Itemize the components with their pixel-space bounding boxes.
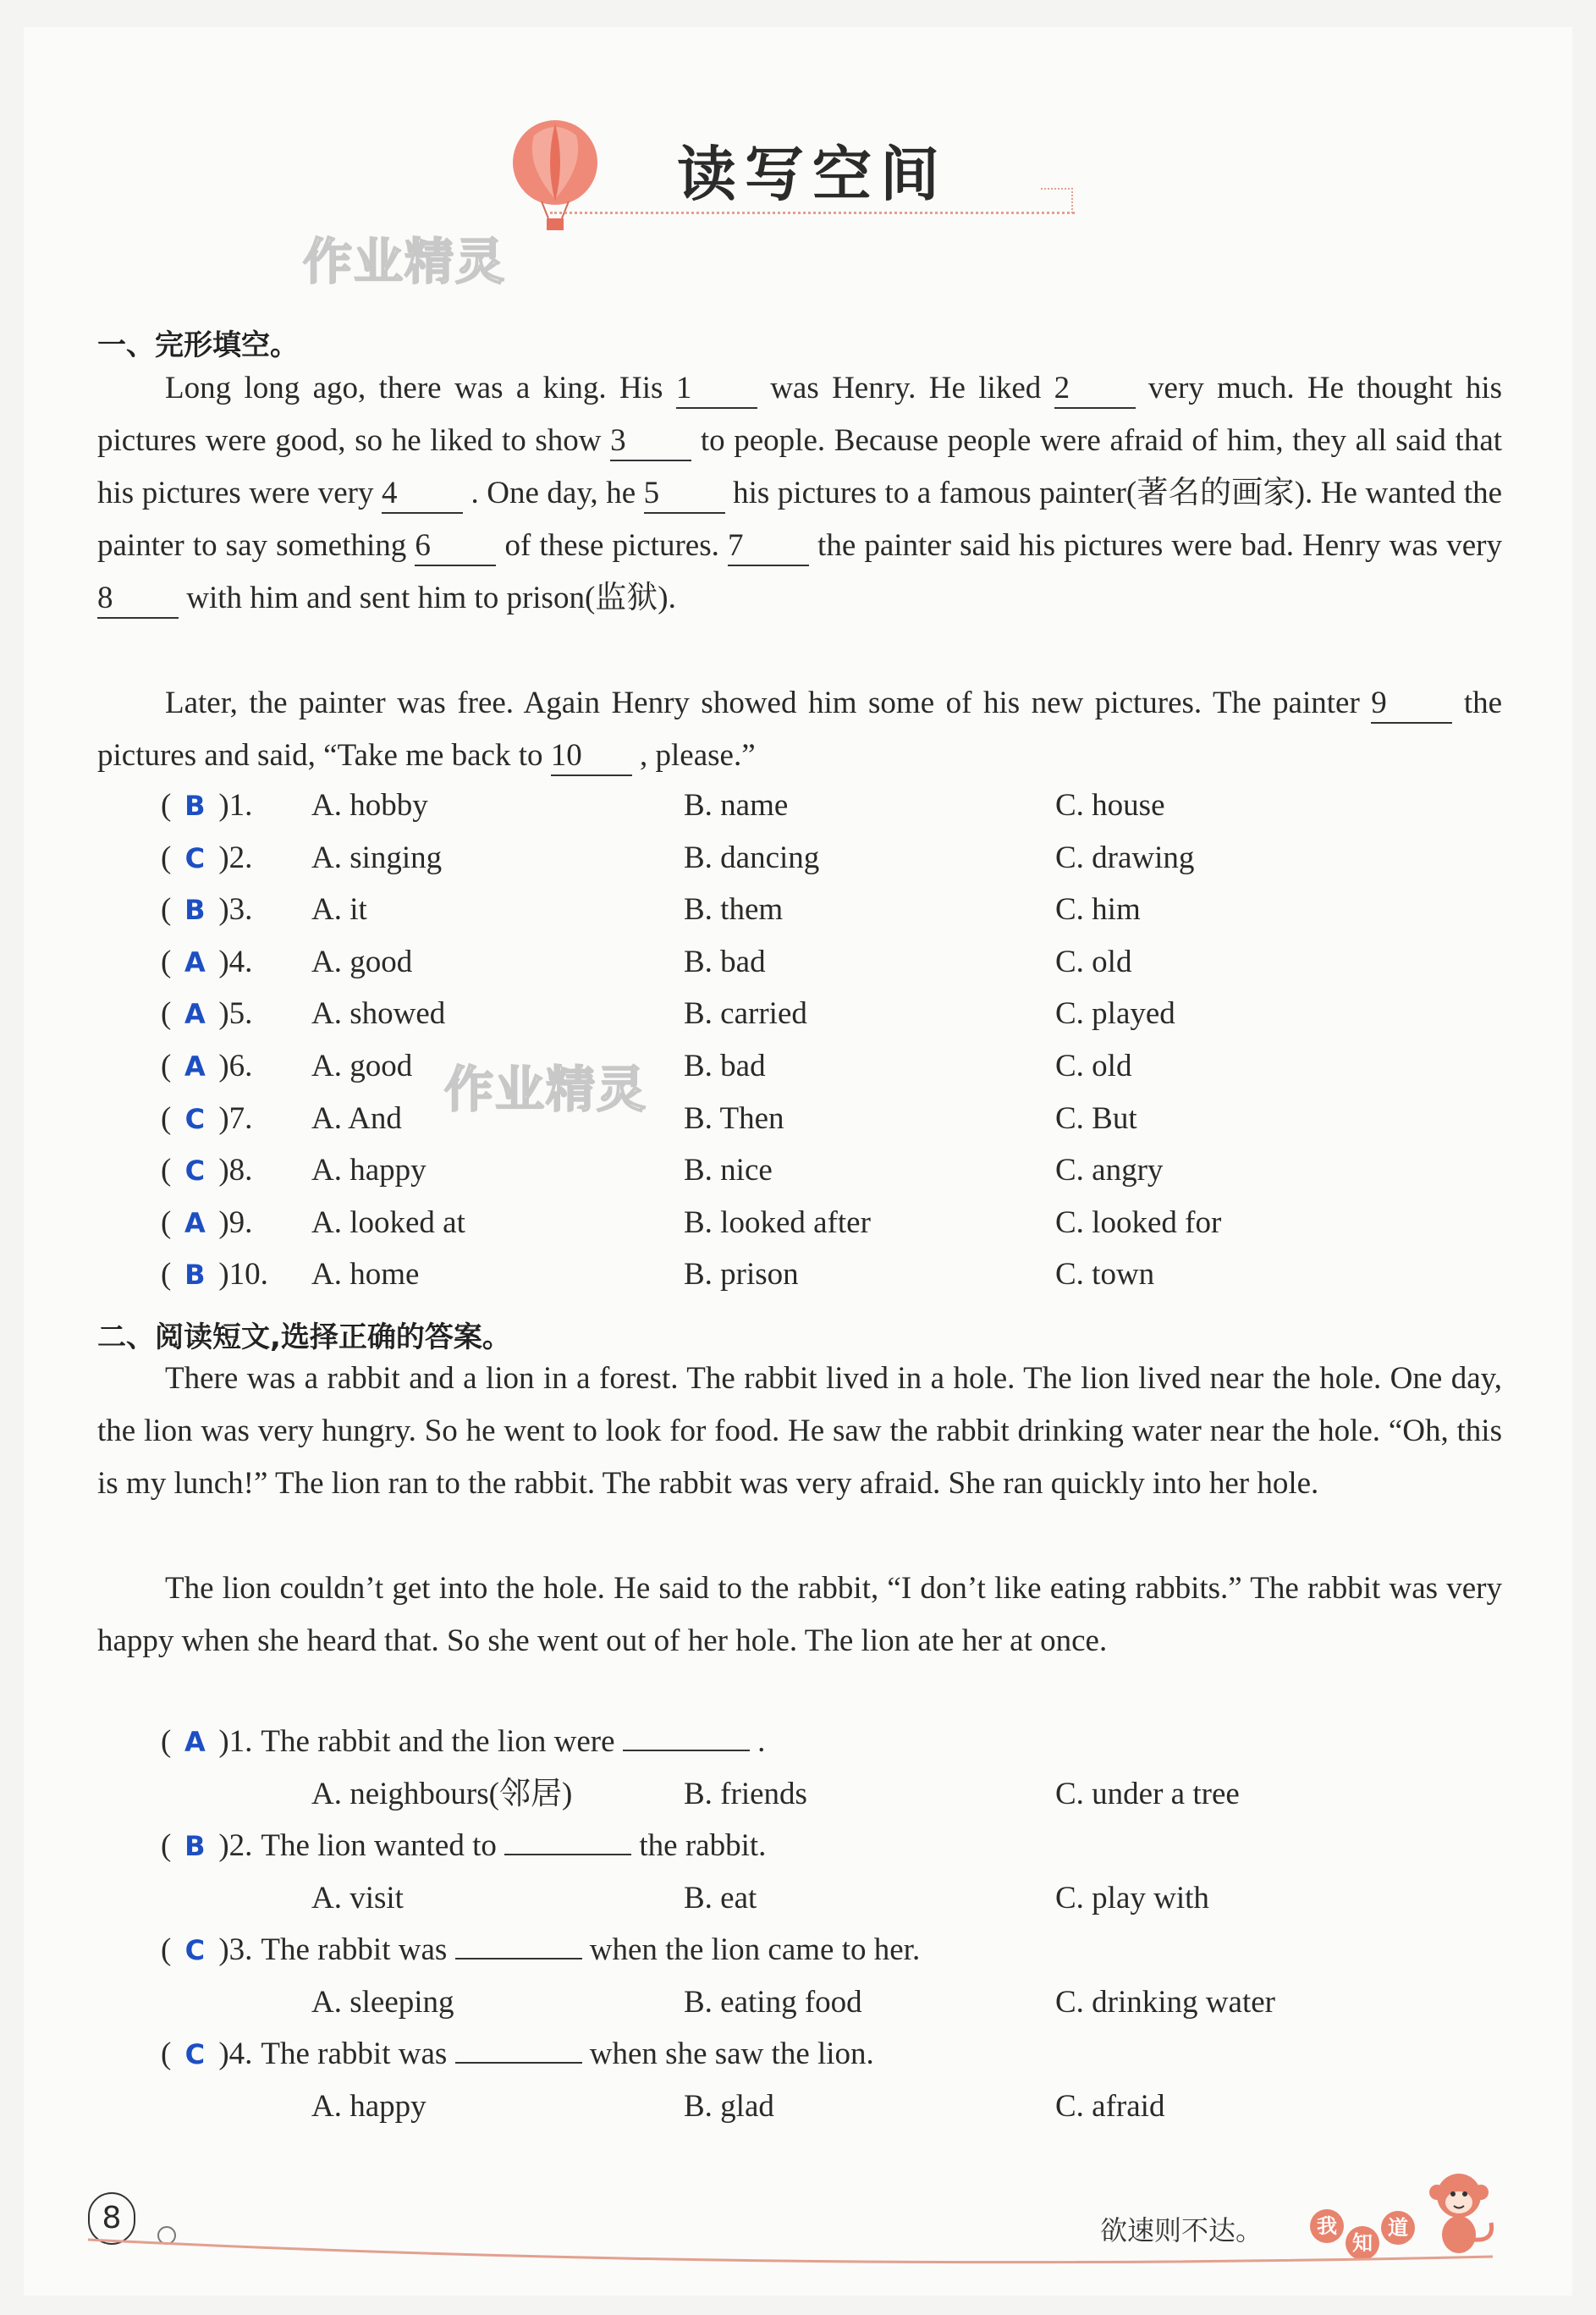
option-a[interactable]: A. singing [311,840,443,875]
paren-open: ( [161,892,172,928]
option-a[interactable]: A. it [311,892,367,928]
option-b[interactable]: B. dancing [684,840,820,875]
paren-close: ) [218,1257,229,1293]
paren-open: ( [161,1049,172,1083]
option-c[interactable]: C. drinking water [1055,1985,1275,2020]
paren-open: ( [161,1932,172,1967]
hot-air-balloon-icon [504,119,606,237]
question-row [161,1932,920,1969]
option-c[interactable]: C. under a tree [1055,1777,1240,1811]
cloze-blank: 6 [415,527,496,566]
paren-close: ) [218,1100,229,1136]
stem-text: when the lion came to her. [589,1932,921,1967]
option-c[interactable]: C. looked for [1055,1204,1222,1240]
option-c[interactable]: C. drawing [1055,840,1195,875]
option-b[interactable]: B. glad [684,2089,774,2124]
paren-close: ) [218,840,229,875]
option-a[interactable]: A. hobby [311,788,428,823]
paren-close: ) [218,944,229,979]
paren-close: ) [218,892,229,928]
title-dotted-line [550,212,1075,214]
option-a[interactable]: A. happy [311,2089,427,2124]
answer-letter[interactable]: A [184,1050,206,1083]
question-row [161,1723,765,1761]
passage-text: to people. Because people were afraid of him, they all said that his pictures were very [97,423,1503,510]
option-a[interactable]: A. home [311,1257,420,1293]
option-a[interactable]: A. happy [311,1153,427,1188]
option-c[interactable]: C. afraid [1055,2089,1165,2124]
stem-text: the rabbit. [639,1828,767,1863]
passage-text: with him and sent him to prison(监狱). [186,581,676,615]
stem-text: when she saw the lion. [589,2037,874,2071]
option-b[interactable]: B. looked after [684,1204,871,1240]
question-row [161,995,252,1033]
paren-close: ) [218,1049,229,1083]
option-c[interactable]: C. angry [1055,1153,1164,1188]
option-a[interactable]: A. sleeping [311,1985,454,2020]
stem-text: The rabbit was [261,2037,448,2071]
question-row [161,1152,252,1189]
option-b[interactable]: B. carried [684,996,807,1032]
paren-open: ( [161,1204,172,1240]
answer-letter[interactable]: A [184,1726,206,1758]
page-number: 8 [88,2192,135,2245]
question-row [161,891,252,929]
motto: 欲速则不达。 [1100,2214,1263,2246]
option-c[interactable]: C. played [1055,996,1175,1032]
question-row [161,787,252,824]
question-stem [261,1828,766,1863]
option-b[interactable]: B. name [684,788,789,823]
stem-text: The rabbit and the lion were [261,1724,615,1759]
question-row [161,1204,252,1242]
answer-letter[interactable]: A [184,945,206,978]
badge-char: 道 [1381,2211,1415,2245]
badge-char: 我 [1310,2209,1344,2243]
option-a[interactable]: A. good [311,944,413,979]
paren-open: ( [161,1724,172,1759]
paren-close: ) [218,2037,229,2071]
passage-text: the painter said his pictures were bad. Henry was very [817,528,1502,563]
watermark: 作业精灵 [444,1061,648,1118]
option-b[interactable]: B. eating food [684,1985,862,2020]
question-row [161,1048,252,1085]
answer-blank [623,1750,750,1751]
answer-letter[interactable]: C [184,1934,206,1966]
watermark: 作业精灵 [303,233,507,290]
cloze-blank: 2 [1054,370,1136,409]
stem-text: . [757,1724,766,1759]
paren-open: ( [161,1153,172,1188]
cloze-blank: 5 [644,475,725,514]
cloze-blank: 3 [610,422,691,461]
option-a[interactable]: A. looked at [311,1204,465,1240]
question-row [161,2036,874,2073]
question-stem [261,1724,765,1759]
question-row [161,944,252,981]
option-b[interactable]: B. eat [684,1881,757,1915]
cloze-paragraph [97,362,1502,625]
passage-text: was Henry. He liked [770,371,1042,405]
question-number: 2. [228,1828,253,1863]
option-c[interactable]: C. old [1055,944,1132,979]
question-number: 2. [228,840,253,875]
option-b[interactable]: B. them [684,892,784,928]
question-number: 10. [228,1257,268,1293]
question-number: 6. [228,1049,253,1083]
paren-close: ) [218,1153,229,1188]
answer-letter[interactable]: C [184,841,206,874]
question-stem [261,2037,873,2071]
passage-text: the pictures and said, “Take me back to [97,686,1503,773]
page-title: 读写空间 [677,140,948,209]
question-number: 1. [228,788,253,823]
option-a[interactable]: A. good [311,1049,413,1083]
cloze-blank: 4 [382,475,463,514]
cloze-blank: 7 [728,527,809,566]
reading-paragraph: The lion couldn’t get into the hole. He said to the rabbit, “I don’t like eating rabbits.” The rabbit was very happy when she heard that. So she went out of her hole. The lion ate her at once. [97,1571,1502,1658]
cloze-blank: 9 [1371,685,1452,724]
question-number: 4. [228,944,253,979]
option-b[interactable]: B. prison [684,1257,799,1293]
question-row [161,840,252,877]
option-a[interactable]: A. And [311,1100,402,1136]
paren-close: ) [218,1932,229,1967]
option-b[interactable]: B. bad [684,944,766,979]
passage-text: Later, the painter was free. Again Henry showed him some of his new pictures. The painter [165,686,1360,720]
paren-open: ( [161,996,172,1032]
stem-text: The lion wanted to [261,1828,497,1863]
question-row [161,1827,766,1865]
question-stem [261,1932,920,1967]
option-a[interactable]: A. visit [311,1881,404,1915]
answer-blank [504,1854,631,1855]
option-c[interactable]: C. house [1055,788,1165,823]
question-number: 3. [228,892,253,928]
section-heading: 二、阅读短文,选择正确的答案。 [97,1320,511,1354]
section-heading: 一、完形填空。 [97,328,299,362]
passage-text: , please.” [640,738,756,773]
cloze-paragraph [97,677,1502,782]
option-c[interactable]: C. play with [1055,1881,1209,1915]
question-number: 4. [228,2037,253,2071]
question-number: 1. [228,1724,253,1759]
footer-line [88,2231,1493,2282]
option-c[interactable]: C. him [1055,892,1141,928]
paren-open: ( [161,1828,172,1863]
answer-letter[interactable]: B [184,1259,206,1292]
paren-close: ) [218,1828,229,1863]
answer-letter[interactable]: C [184,1102,206,1135]
question-number: 3. [228,1932,253,1967]
option-b[interactable]: B. nice [684,1153,773,1188]
question-number: 5. [228,996,253,1032]
answer-letter[interactable]: B [184,894,206,927]
answer-letter[interactable]: A [184,1206,206,1239]
question-row [161,1256,268,1293]
paren-open: ( [161,840,172,875]
question-number: 7. [228,1100,253,1136]
option-b[interactable]: B. Then [684,1100,784,1136]
cloze-blank: 1 [676,370,757,409]
answer-letter[interactable]: B [184,790,206,822]
answer-letter[interactable]: B [184,1830,206,1862]
paren-close: ) [218,996,229,1032]
passage-text: . One day, he [471,476,636,510]
answer-letter[interactable]: A [184,998,206,1031]
question-number: 9. [228,1204,253,1240]
paren-open: ( [161,1100,172,1136]
option-c[interactable]: C. old [1055,1049,1132,1083]
answer-blank [455,1958,582,1959]
passage-text: very much. He thought his pictures were good, so he liked to show [97,371,1503,458]
stem-text: The rabbit was [261,1932,448,1967]
option-a[interactable]: A. showed [311,996,446,1032]
option-a[interactable]: A. neighbours(邻居) [311,1777,573,1811]
badge-char: 知 [1346,2226,1379,2260]
option-b[interactable]: B. friends [684,1777,807,1811]
paren-open: ( [161,2037,172,2071]
question-row [161,1100,252,1138]
paren-close: ) [218,1204,229,1240]
option-c[interactable]: C. But [1055,1100,1137,1136]
reading-paragraph: There was a rabbit and a lion in a forest. The rabbit lived in a hole. The lion lived near the hole. One day, the lion was very hungry. So he went to look for food. He saw the rabbit drinking water near the hole. “Oh, this is my lunch!” The lion ran to the rabbit. The rabbit was very afraid. She ran quickly into her hole. [97,1361,1502,1501]
answer-letter[interactable]: C [184,2038,206,2070]
paren-close: ) [218,1724,229,1759]
answer-letter[interactable]: C [184,1155,206,1188]
paren-open: ( [161,788,172,823]
passage-text: Long long ago, there was a king. His [165,371,663,405]
question-number: 8. [228,1153,253,1188]
passage-text: of these pictures. [504,528,719,563]
option-b[interactable]: B. bad [684,1049,766,1083]
cloze-blank: 8 [97,580,179,619]
answer-blank [455,2062,582,2064]
title-corner [1041,188,1073,213]
paren-open: ( [161,1257,172,1293]
option-c[interactable]: C. town [1055,1257,1155,1293]
cloze-blank: 10 [551,737,632,776]
passage-text: his pictures to a famous painter(著名的画家). He wanted the painter to say something [97,476,1503,563]
paren-open: ( [161,944,172,979]
paren-close: ) [218,788,229,823]
